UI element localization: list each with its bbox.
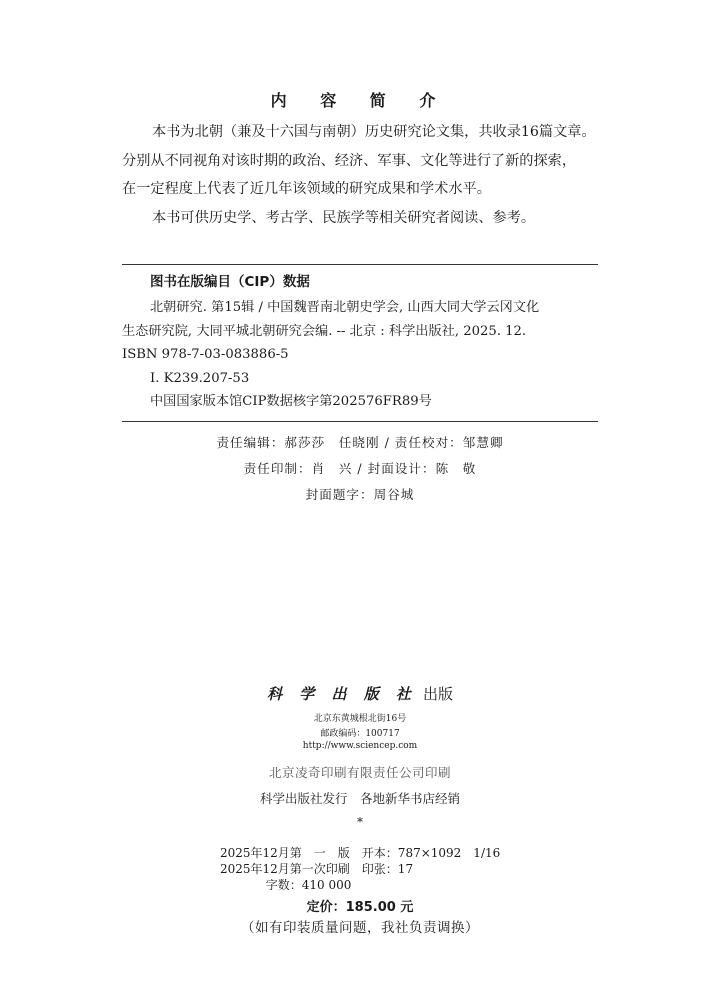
cip-line-3: ISBN 978-7-03-083886-5 <box>122 347 289 363</box>
intro-paragraph-2: 本书可供历史学、考古学、民族学等相关研究者阅读、参考。 <box>152 209 536 226</box>
cip-heading: 图书在版编目（CIP）数据 <box>150 274 310 290</box>
publisher-suffix: 出版 <box>422 685 453 703</box>
price-line: 定价：185.00 元 <box>306 900 414 915</box>
intro-paragraph-1-line-1: 本书为北朝（兼及十六国与南朝）历史研究论文集，共收录16篇文章。 <box>152 124 596 140</box>
intro-paragraph-1-line-3: 在一定程度上代表了近几年该领域的研究成果和学术水平。 <box>122 181 491 197</box>
staff-line-2: 责任印制：肖 兴 / 封面设计：陈 敬 <box>243 461 477 476</box>
cip-line-5: 中国国家版本馆CIP数据核字第202576FR89号 <box>150 394 432 410</box>
publisher-name: 科 学 出 版 社 <box>267 685 417 703</box>
publisher-line <box>0 683 720 704</box>
staff-line-1: 责任编辑：郝莎莎 任晓刚 / 责任校对：邹慧卿 <box>216 435 504 450</box>
printer-line: 北京凌奇印刷有限责任公司印刷 <box>268 765 451 780</box>
staff-line-3: 封面题字：周谷城 <box>305 487 415 502</box>
cip-line-2: 生态研究院, 大同平城北朝研究会编. -- 北京 : 科学出版社, 2025. 12. <box>122 323 527 339</box>
cip-line-4: Ⅰ. K239.207-53 <box>150 370 250 386</box>
printing-line: 2025年12月第一次印刷 印张：17 <box>220 862 414 876</box>
publisher-website: http://www.sciencep.com <box>302 741 418 751</box>
cip-record <box>122 296 598 414</box>
publisher-address: 北京东黄城根北街16号 <box>313 714 407 724</box>
publisher-postcode: 邮政编码：100717 <box>320 729 400 739</box>
cip-line-1: 北朝研究. 第15辑 / 中国魏晋南北朝史学会, 山西大同大学云冈文化 <box>150 300 540 315</box>
cip-bottom-rule <box>122 421 598 422</box>
quality-notice: （如有印装质量问题，我社负责调换） <box>241 920 479 936</box>
cip-top-rule <box>122 264 598 265</box>
intro-text <box>122 118 602 232</box>
distribution-line: 科学出版社发行 各地新华书店经销 <box>259 791 460 806</box>
publication-info <box>220 845 500 893</box>
wordcount-line: 字数：410 000 <box>220 878 352 892</box>
edition-line: 2025年12月第 一 版 开本：787×1092 1/16 <box>220 846 501 860</box>
intro-paragraph-1-line-2: 分别从不同视角对该时期的政治、经济、军事、文化等进行了新的探索， <box>122 152 577 169</box>
page-title: 内 容 简 介 <box>270 91 450 110</box>
separator-star: * <box>357 815 363 829</box>
